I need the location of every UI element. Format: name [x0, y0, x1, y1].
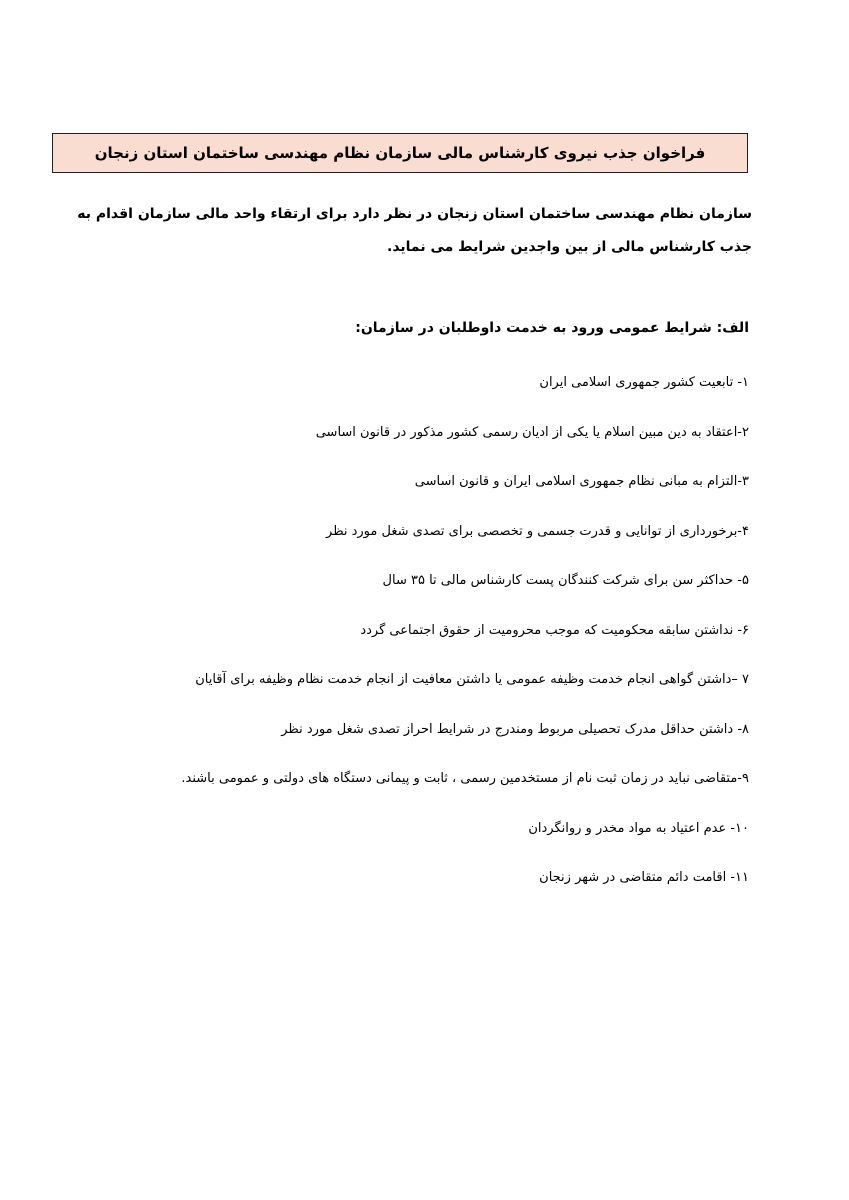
section-heading-general-conditions: الف: شرایط عمومی ورود به خدمت داوطلبان در سازمان:: [355, 320, 749, 336]
condition-item: ۴-برخورداری از توانایی و قدرت جسمی و تخصصی برای تصدی شغل مورد نظر: [326, 523, 749, 539]
condition-item: ۷ –داشتن گواهی انجام خدمت وظیفه عمومی یا داشتن معافیت از انجام خدمت نظام وظیفه برای آقایان: [195, 672, 749, 687]
intro-paragraph: سازمان نظام مهندسی ساختمان استان زنجان در نظر دارد برای ارتقاء واحد مالی سازمان اقدام به جذب کارشناس مالی از بین واجدین شرایط می نماید.: [77, 206, 752, 255]
condition-item: ۱۰- عدم اعتیاد به مواد مخدر و روانگردان: [528, 820, 749, 836]
announcement-title: فراخوان جذب نیروی کارشناس مالی سازمان نظام مهندسی ساختمان استان زنجان: [94, 144, 706, 162]
condition-item: ۳-التزام به مبانی نظام جمهوری اسلامی ایران و قانون اساسی: [414, 474, 749, 489]
condition-item: ۸- داشتن حداقل مدرک تحصیلی مربوط ومندرج در شرایط احراز تصدی شغل مورد نظر: [281, 721, 749, 737]
condition-item: ۱۱- اقامت دائم متقاضی در شهر زنجان: [539, 870, 749, 885]
condition-item: ۱- تابعیت کشور جمهوری اسلامی ایران: [539, 375, 749, 390]
condition-item: ۲-اعتقاد به دین مبین اسلام یا یکی از ادیان رسمی کشور مذکور در قانون اساسی: [315, 424, 749, 440]
conditions-list: [49, 372, 749, 917]
condition-item: ۶- نداشتن سابقه محکومیت که موجب محرومیت از حقوق اجتماعی گردد: [360, 622, 749, 638]
announcement-title-box: [52, 133, 748, 173]
condition-item: ۵- حداکثر سن برای شرکت کنندگان پست کارشناس مالی تا ۳۵ سال: [382, 573, 749, 588]
condition-item: ۹-متقاضی نباید در زمان ثبت نام از مستخدمین رسمی ، ثابت و پیمانی دستگاه های دولتی و عمومی باشند.: [181, 771, 749, 786]
